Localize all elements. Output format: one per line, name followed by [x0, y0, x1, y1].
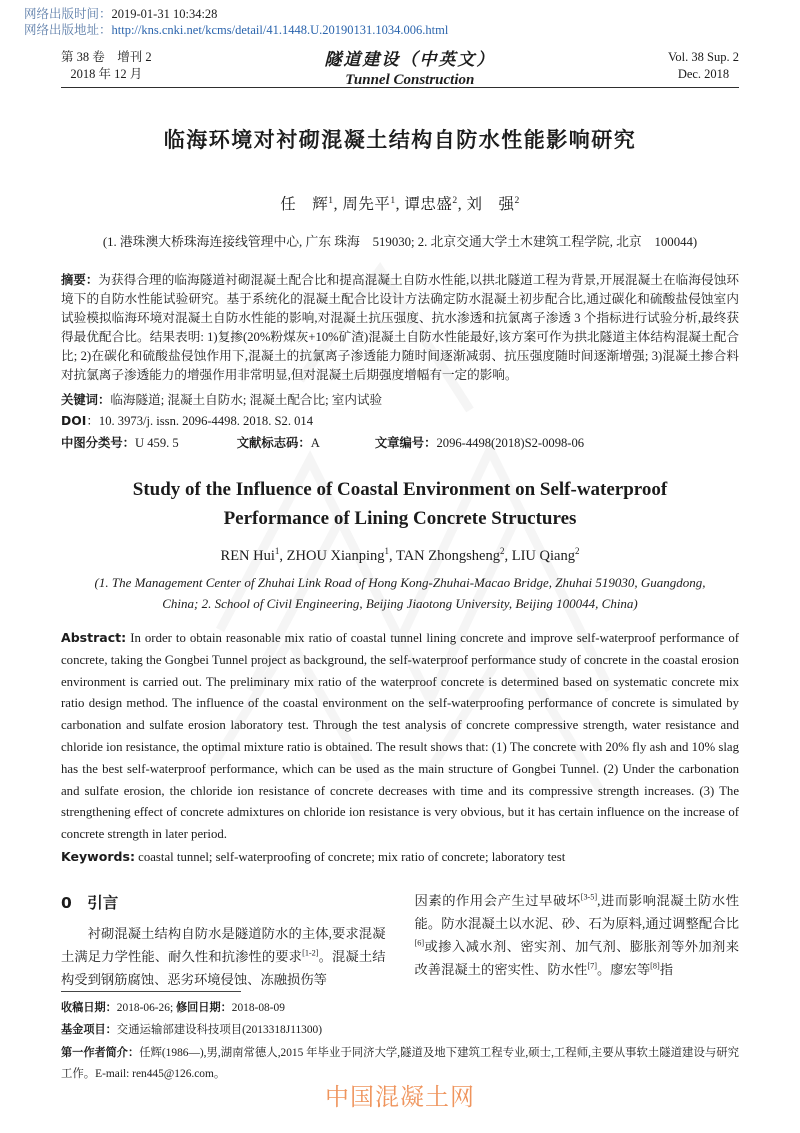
doc-code-item — [237, 435, 320, 452]
doi-label: DOI — [61, 414, 87, 428]
publish-time-label: 网络出版时间： — [24, 7, 112, 21]
authors-en: REN Hui$^1$, ZHOU Xianping$^1$, TAN Zhongsheng$^2$, LIU Qiang$^2$ — [220, 546, 580, 564]
article-id-item — [375, 435, 584, 452]
publish-url-line — [24, 22, 448, 38]
keywords-cn-text: 临海隧道; 混凝土自防水; 混凝土配合比; 室内试验 — [110, 393, 383, 407]
publish-time-line — [24, 6, 448, 22]
fund-label: 基金项目： — [61, 1023, 117, 1037]
doi-line — [61, 413, 739, 430]
title-en-line1: Study of the Influence of Coastal Environment on Self-waterproof — [132, 479, 668, 500]
revised-date-label: 修回日期： — [175, 1000, 232, 1014]
doi-value: ：10. 3973/j. issn. 2096-4498. 2018. S2. 014 — [86, 414, 314, 428]
keywords-en — [61, 847, 739, 867]
keywords-en-text: coastal tunnel; self-waterproofing of concrete; mix ratio of concrete; laboratory test — [138, 849, 566, 864]
body-column-right — [415, 889, 740, 989]
classification-line — [61, 435, 739, 452]
footnote-fund — [61, 1019, 739, 1042]
journal-title-cn: 隧道建设（中英文） — [324, 50, 496, 69]
header-divider — [61, 87, 739, 88]
journal-date-cn: 2018 年 12 月 — [70, 67, 143, 81]
footnotes — [61, 997, 739, 1086]
abstract-en-text: In order to obtain reasonable mix ratio of coastal tunnel lining concrete and improve self-waterproof performance of concrete, taking the Gongbei Tunnel project as background, the self-waterproof performance study of concrete in the coastal erosion environment is carried out. The preliminary mix ratio of the waterproof concrete is determined based on systematic concrete mix ratio design method. The influence of the coastal environment on the self-waterproofing performance of concrete is simulated by carbonation and sulfate erosion laboratory test. Through the test analysis of concrete compressive strength, water resistance and chloride ion resistance, the optimal mixture ratio is obtained. The result shows that: (1) The concrete with 20% fly ash and 10% slag has the best self-waterproof performance, which can be used as the main structure of Gongbei Tunnel. (2) Under the carbonation and sulfate erosion, the chloride ion resistance of concrete decreases with time and its compressive strength increases. (3) The strengthening effect of concrete admixtures on chloride ion resistance is very obvious, but it has certain influence on the increase of concrete strength in later period. — [61, 631, 739, 842]
publish-url-label: 网络出版地址： — [24, 23, 112, 37]
affiliation-cn: (1. 港珠澳大桥珠海连接线管理中心, 广东 珠海 519030; 2. 北京交通大学土木建筑工程学院, 北京 100044) — [102, 235, 698, 249]
abstract-cn — [61, 271, 739, 385]
abstract-cn-text: 为获得合理的临海隧道衬砌混凝土配合比和提高混凝土自防水性能,以拱北隧道工程为背景,开展混凝土在临海侵蚀环境下的自防水性能试验研究。基于系统化的混凝土配合比设计方法确定防水混凝土初步配合比,通过碳化和硫酸盐侵蚀室内试验模拟临海环境对混凝土自防水性能的影响,对混凝土抗压强度、抗水渗透和抗氯离子渗透 3 个指标进行试验分析,最终获得最优配合比。结果表明: 1)复掺(20%粉煤灰+10%矿渣)混凝土自防水性能最好,该方案可作为拱北隧道主体结构混凝土配合比; 2)在碳化和硫酸盐侵蚀作用下,混凝土的抗氯离子渗透能力随时间逐渐减弱、抗压强度随时间逐渐增强; 3)混凝土掺合料对抗氯离子渗透能力的增强作用非常明显,但对混凝土后期强度增幅有一定的影响。 — [61, 273, 739, 382]
doc-code-label: 文献标志码： — [236, 436, 311, 450]
fund-text: 交通运输部建设科技项目(2013318J11300) — [116, 1024, 323, 1037]
body-column-left — [61, 889, 386, 989]
clc-label: 中图分类号： — [61, 436, 135, 450]
section-heading-introduction: 0 引言 — [61, 893, 119, 912]
publish-time-value: 2019-01-31 10:34:28 — [111, 7, 218, 21]
author-bio-label: 第一作者简介： — [61, 1045, 140, 1059]
journal-title-en: Tunnel Construction — [345, 72, 475, 88]
intro-paragraph-left: 衬砌混凝土结构自防水是隧道防水的主体,要求混凝土满足力学性能、耐久性和抗渗性的要求[1-2]。混凝土结构受到钢筋腐蚀、恶劣环境侵蚀、冻融损伤等 — [61, 925, 386, 987]
authors-cn: 任 辉$^1$, 周先平$^1$, 谭忠盛$^2$, 刘 强$^2$ — [280, 194, 520, 213]
journal-title-block — [324, 45, 495, 89]
article-title-en — [61, 475, 739, 533]
clc-item — [61, 435, 179, 452]
received-date: 2018-06-26; — [116, 1001, 176, 1014]
abstract-cn-label: 摘要： — [61, 273, 99, 287]
journal-date-en: Dec. 2018 — [677, 67, 730, 81]
journal-volume-en-block — [668, 45, 739, 83]
author-bio-text: 任辉(1986—),男,湖南常德人,2015 年毕业于同济大学,隧道及地下建筑工程专业,硕士,工程师,主要从事软土隧道建设与研究工作。E-mail: ren445@126.com。 — [61, 1046, 740, 1081]
journal-volume-en: Vol. 38 Sup. 2 — [668, 50, 739, 64]
abstract-en — [61, 627, 739, 846]
footnote-divider — [61, 991, 241, 992]
revised-date: 2018-08-09 — [231, 1001, 285, 1014]
publish-url-link[interactable]: http://kns.cnki.net/kcms/detail/41.1448.U.20190131.1034.006.html — [111, 23, 449, 37]
article-id-value: 2096-4498(2018)S2-0098-06 — [436, 436, 585, 450]
affiliation-en: (1. The Management Center of Zhuhai Link Road of Hong Kong-Zhuhai-Macao Bridge, Zhuhai 519030, Guangdong, China; 2. School of Civil Engineering, Beijing Jiaotong University, Beijing 100044, China) — [94, 575, 706, 611]
doc-code-value: A — [310, 436, 320, 450]
site-watermark: 中国混凝土网 — [325, 1083, 475, 1111]
intro-paragraph-right: 因素的作用会产生过早破坏[3-5],进而影响混凝土防水性能。防水混凝土以水泥、砂、石为原料,通过调整配合比[6]或掺入减水剂、密实剂、加气剂、膨胀剂等外加剂来改善混凝土的密实性、防水性[7]。廖宏等[8]指 — [414, 892, 739, 977]
article-content — [0, 88, 800, 1086]
abstract-en-label: Abstract: — [61, 630, 127, 645]
received-date-label: 收稿日期： — [61, 1000, 117, 1014]
body-columns — [61, 889, 739, 989]
article-id-label: 文章编号： — [374, 436, 437, 450]
online-publication-meta — [24, 6, 448, 38]
footnote-dates — [61, 997, 739, 1020]
journal-volume-cn: 第 38 卷 增刊 2 — [61, 50, 152, 64]
article-title-cn: 临海环境对衬砌混凝土结构自防水性能影响研究 — [163, 128, 637, 152]
keywords-cn-label: 关键词： — [61, 393, 111, 407]
keywords-en-label: Keywords: — [61, 848, 135, 864]
clc-value: U 459. 5 — [134, 436, 179, 450]
keywords-cn — [61, 392, 739, 409]
title-en-line2: Performance of Lining Concrete Structures — [223, 508, 577, 529]
journal-header — [61, 45, 739, 89]
journal-volume-cn-block — [61, 45, 152, 83]
